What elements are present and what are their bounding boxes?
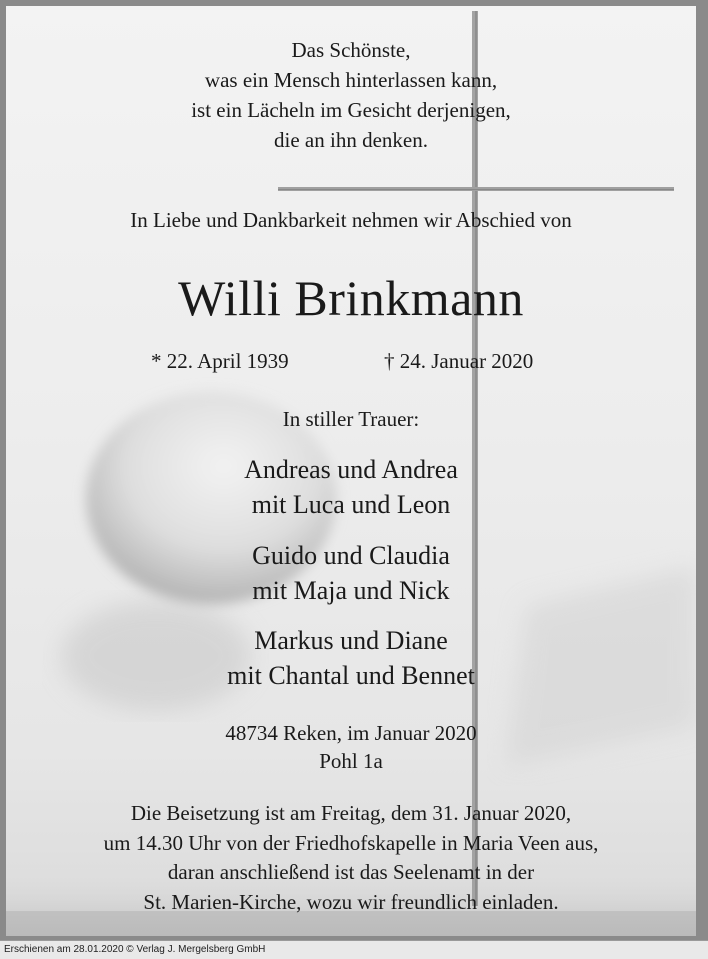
farewell-intro: In Liebe und Dankbarkeit nehmen wir Abschied von (130, 208, 572, 232)
motto-line: ist ein Lächeln im Gesicht derjenigen, (191, 98, 511, 122)
motto-line: was ein Mensch hinterlassen kann, (204, 68, 498, 92)
family-children: mit Luca und Leon (251, 490, 451, 519)
publication-footer: Erschienen am 28.01.2020 © Verlag J. Mergelsberg GmbH (0, 940, 708, 959)
family-children: mit Chantal und Bennet (227, 661, 475, 690)
motto-verse (6, 35, 696, 155)
family-parents: Markus und Diane (254, 626, 448, 655)
funeral-line: um 14.30 Uhr von der Friedhofskapelle in Maria Veen aus, (103, 830, 599, 855)
place-date: 48734 Reken, im Januar 2020 (225, 721, 477, 745)
mourning-heading: In stiller Trauer: (282, 407, 420, 431)
family-group (6, 538, 696, 608)
motto-line: die an ihn denken. (274, 128, 428, 152)
motto-line: Das Schönste, (291, 38, 411, 62)
family-children: mit Maja und Nick (252, 576, 450, 605)
funeral-details (6, 799, 696, 917)
address-block (6, 719, 696, 775)
deceased-name: Willi Brinkmann (178, 270, 524, 326)
street-address: Pohl 1a (319, 749, 383, 773)
funeral-line: Die Beisetzung ist am Freitag, dem 31. Januar 2020, (130, 801, 572, 825)
death-date: † 24. Januar 2020 (384, 349, 534, 373)
family-parents: Andreas und Andrea (244, 455, 458, 484)
funeral-line: daran anschließend ist das Seelenamt in der (167, 860, 535, 884)
family-parents: Guido und Claudia (252, 541, 450, 570)
family-group (6, 623, 696, 693)
funeral-line: St. Marien-Kirche, wozu wir freundlich einladen. (143, 889, 559, 914)
obituary-notice (6, 6, 696, 936)
birth-date: * 22. April 1939 (151, 349, 289, 373)
family-group (6, 452, 696, 522)
